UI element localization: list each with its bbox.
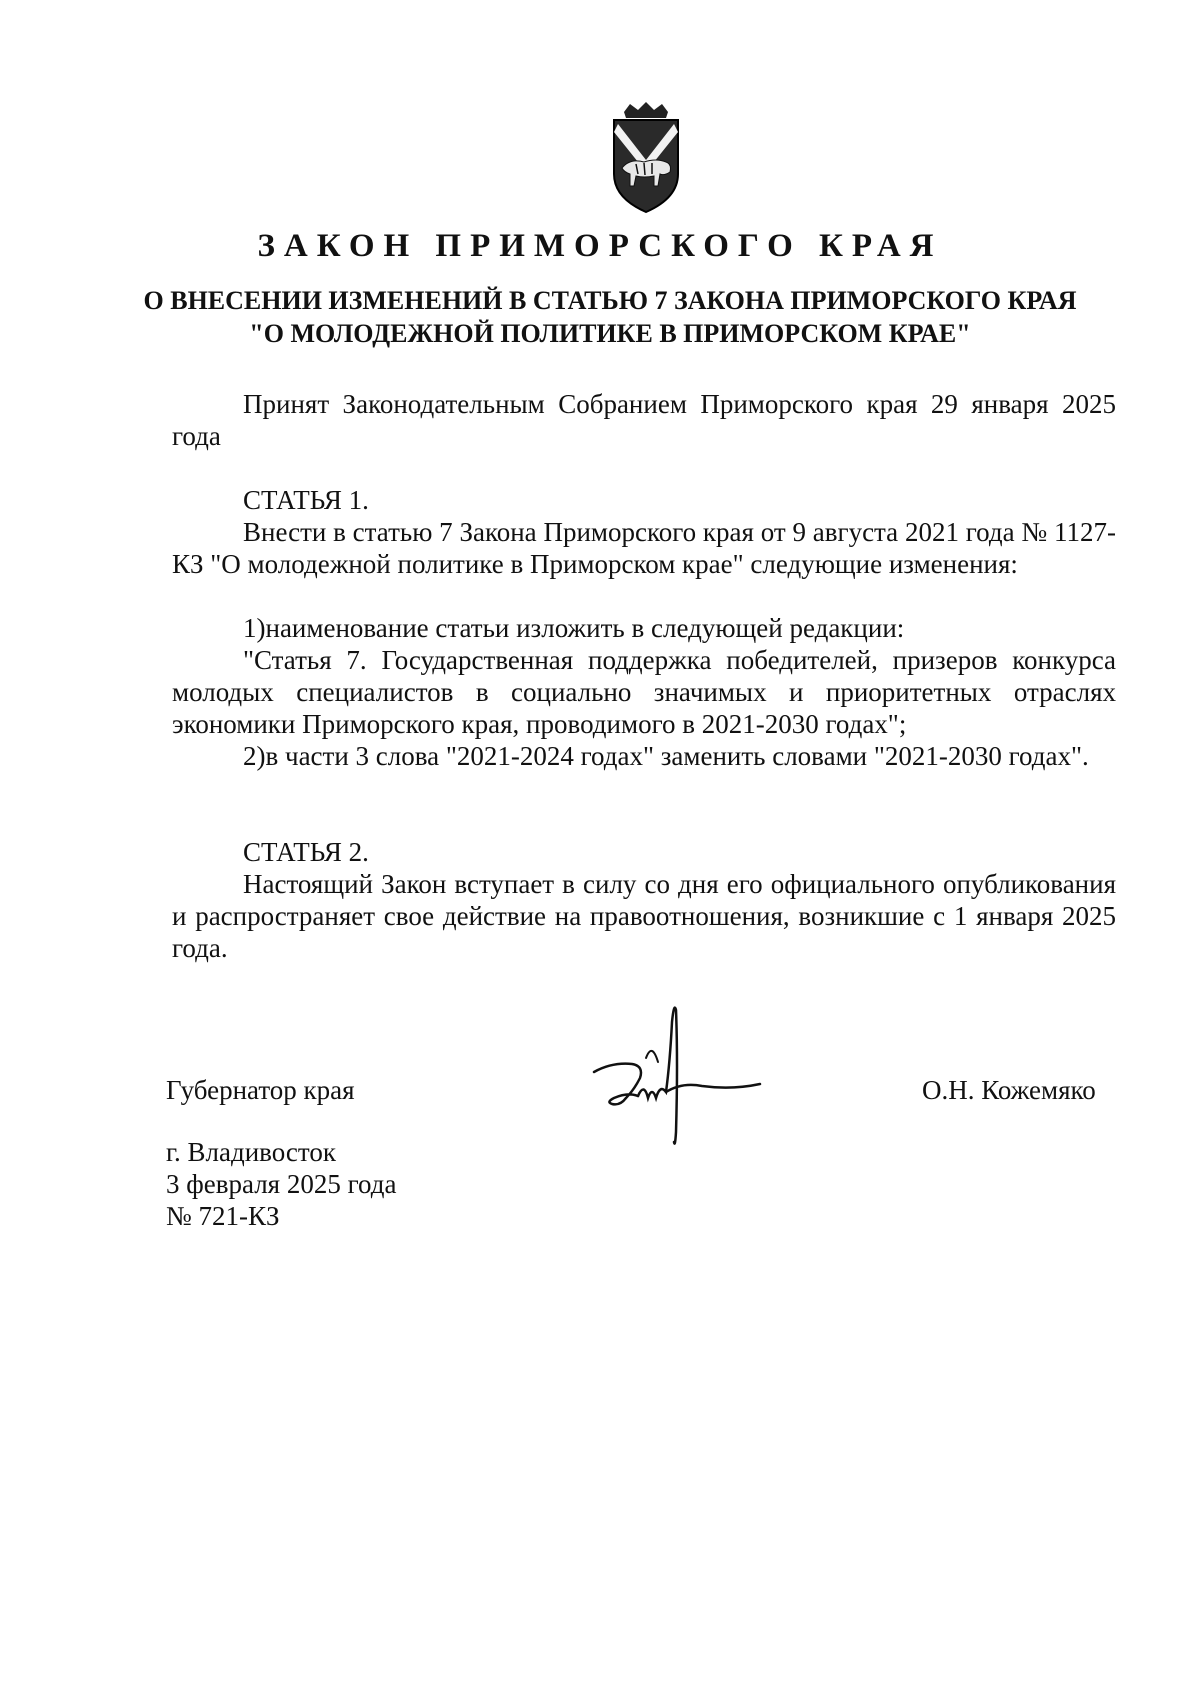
article-2-heading: СТАТЬЯ 2.	[243, 837, 369, 867]
article-1-item-1-quote: "Статья 7. Государственная поддержка победителей, призеров конкурса молодых специалистов в социально значимых и приоритетных отраслях экономики Приморского края, проводимого в 2021-2030 годах";	[172, 645, 1116, 739]
article-1-item-1: 1)наименование статьи изложить в следующей редакции:	[243, 613, 905, 643]
signature-icon	[592, 1002, 762, 1152]
document-footer	[166, 1136, 396, 1232]
article-1-item-2: 2)в части 3 слова "2021-2024 годах" заменить словами "2021-2030 годах".	[243, 741, 1089, 771]
article-1-heading: СТАТЬЯ 1.	[243, 485, 369, 515]
law-title: ЗАКОН ПРИМОРСКОГО КРАЯ	[257, 228, 943, 264]
signatory-name: О.Н. Кожемяко	[922, 1075, 1096, 1105]
adoption-note: Принят Законодательным Собранием Приморского края 29 января 2025 года	[172, 389, 1116, 451]
coat-of-arms-icon	[604, 102, 688, 214]
law-subtitle: О ВНЕСЕНИИ ИЗМЕНЕНИЙ В СТАТЬЮ 7 ЗАКОНА ПРИМОРСКОГО КРАЯ "О МОЛОДЕЖНОЙ ПОЛИТИКЕ В ПРИМОРСКОМ КРАЕ"	[143, 286, 1077, 348]
article-1-intro: Внести в статью 7 Закона Приморского края от 9 августа 2021 года № 1127-КЗ "О молодежной политике в Приморском крае" следующие изменения:	[172, 517, 1116, 579]
footer-city: г. Владивосток	[166, 1137, 336, 1167]
footer-date: 3 февраля 2025 года	[166, 1169, 397, 1199]
article-2-text: Настоящий Закон вступает в силу со дня его официального опубликования и распространяет свое действие на правоотношения, возникшие с 1 января 2025 года.	[172, 869, 1116, 963]
footer-number: № 721-КЗ	[166, 1201, 280, 1231]
signatory-position: Губернатор края	[166, 1075, 355, 1105]
